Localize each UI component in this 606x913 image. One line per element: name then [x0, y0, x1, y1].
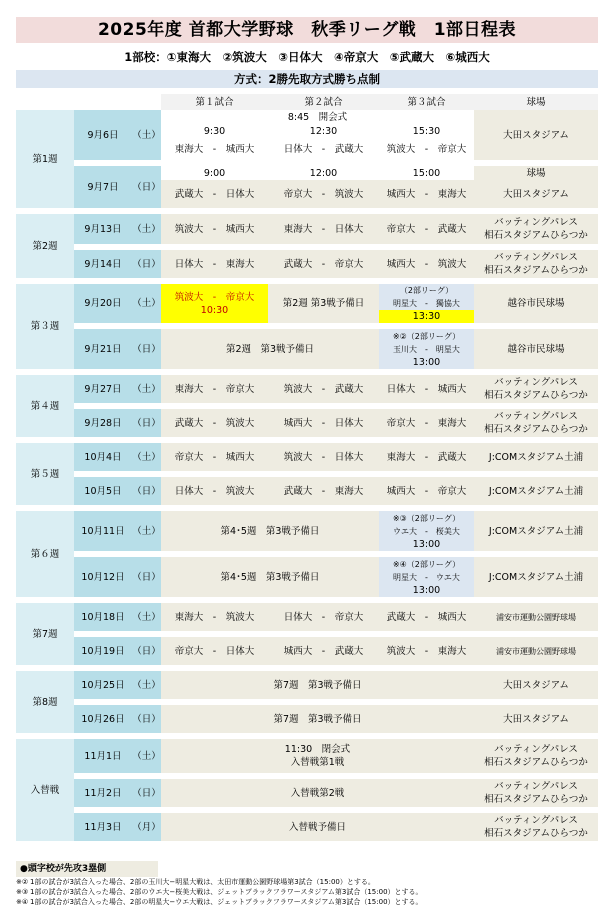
schedule-table [16, 94, 598, 841]
venue-cell: 浦安市運動公園野球場 [474, 603, 598, 631]
venue-cell: バッティングパレス 相石スタジアムひらつか [474, 739, 598, 773]
table-row [16, 603, 598, 631]
game-cell: 筑波大 - 帝京大 10:30 [161, 284, 268, 323]
date-cell: 9月14日 [74, 250, 132, 278]
weekday-cell: （土） [132, 110, 161, 160]
table-row [16, 813, 598, 841]
game-cell: 東海大 - 武蔵大 [379, 443, 474, 471]
date-cell: 10月11日 [74, 511, 132, 551]
weekday-cell: （日） [132, 329, 161, 369]
date-cell: 10月19日 [74, 637, 132, 665]
date-cell: 11月2日 [74, 779, 132, 807]
game-cell: 城西大 - 東海大 [379, 180, 474, 208]
footnote-3: ※③ 1部の試合が3試合入った場合、2部のウエ大−桜美大戦は、ジェットブラックフラワースタジアム第3試合（15:00）とする。 [16, 888, 423, 896]
date-cell: 9月7日 [74, 166, 132, 208]
date-cell: 11月3日 [74, 813, 132, 841]
date-cell: 10月26日 [74, 705, 132, 733]
game-cell: 筑波大 - 東海大 [379, 637, 474, 665]
game-cell: 武蔵大 - 日体大 [161, 180, 268, 208]
game-cell: 武蔵大 - 城西大 [379, 603, 474, 631]
weekday-cell: （土） [132, 375, 161, 403]
week-label: 第1週 [16, 110, 74, 208]
time-cell: 9:30 [161, 124, 268, 138]
date-cell: 9月28日 [74, 409, 132, 437]
school-list: 1部校：①東海大 ②筑波大 ③日体大 ④帝京大 ⑤武蔵大 ⑥城西大 [124, 50, 490, 64]
game-cell: 日体大 - 筑波大 [161, 477, 268, 505]
game-cell: 帝京大 - 東海大 [379, 409, 474, 437]
game-cell: 日体大 - 城西大 [379, 375, 474, 403]
table-row [16, 637, 598, 665]
weekday-cell: （土） [132, 443, 161, 471]
venue-cell: 大田スタジアム [474, 180, 598, 208]
game-cell: 帝京大 - 城西大 [161, 443, 268, 471]
venue-cell: バッティングパレス 相石スタジアムひらつか [474, 250, 598, 278]
header-game1: 第１試合 [161, 94, 268, 110]
game-cell: 東海大 - 城西大 [161, 138, 268, 160]
weekday-cell: （日） [132, 557, 161, 597]
time-cell: 15:30 [379, 124, 474, 138]
date-cell: 11月1日 [74, 739, 132, 773]
game-cell: 第4･5週 第3戦予備日 [161, 557, 379, 597]
date-cell: 10月4日 [74, 443, 132, 471]
table-row [16, 477, 598, 505]
week-label: 第2週 [16, 214, 74, 278]
game-cell: 東海大 - 筑波大 [161, 603, 268, 631]
game-cell: 11:30 閉会式 入替戦第1戦 [161, 739, 474, 773]
date-cell: 9月6日 [74, 110, 132, 160]
table-row [16, 284, 598, 323]
game-cell: 武蔵大 - 東海大 [268, 477, 379, 505]
venue-cell: 大田スタジアム [474, 671, 598, 699]
week-label: 第５週 [16, 443, 74, 505]
game-cell: 東海大 - 帝京大 [161, 375, 268, 403]
header-venue: 球場 [474, 94, 598, 110]
date-cell: 10月12日 [74, 557, 132, 597]
date-cell: 10月18日 [74, 603, 132, 631]
game-cell: 第4･5週 第3戦予備日 [161, 511, 379, 551]
date-cell: 9月13日 [74, 214, 132, 244]
table-row [16, 671, 598, 699]
venue-cell: J:COMスタジアム土浦 [474, 477, 598, 505]
weekday-cell: （日） [132, 250, 161, 278]
game-cell: 筑波大 - 城西大 [161, 214, 268, 244]
game-cell: 東海大 - 日体大 [268, 214, 379, 244]
game-cell: 入替戦第2戦 [161, 779, 474, 807]
weekday-cell: （日） [132, 705, 161, 733]
table-row [16, 110, 598, 124]
venue-cell: 大田スタジアム [474, 110, 598, 160]
venue-cell: バッティングパレス 相石スタジアムひらつか [474, 813, 598, 841]
week-label: 第４週 [16, 375, 74, 437]
weekday-cell: （月） [132, 813, 161, 841]
week-label: 入替戦 [16, 739, 74, 841]
date-cell: 10月5日 [74, 477, 132, 505]
venue-cell: 浦安市運動公園野球場 [474, 637, 598, 665]
game-cell: 武蔵大 - 帝京大 [268, 250, 379, 278]
date-cell: 10月25日 [74, 671, 132, 699]
venue-cell: バッティングパレス 相石スタジアムひらつか [474, 779, 598, 807]
weekday-cell: （日） [132, 477, 161, 505]
game-cell: 日体大 - 東海大 [161, 250, 268, 278]
game-cell: ※③（2部リーグ） ウエ大 - 桜美大 13:00 [379, 511, 474, 551]
weekday-cell: （土） [132, 671, 161, 699]
table-row [16, 250, 598, 278]
weekday-cell: （日） [132, 166, 161, 208]
game-cell: 入替戦予備日 [161, 813, 474, 841]
footnotes [16, 856, 598, 907]
week-label: 第６週 [16, 511, 74, 597]
game-cell: 城西大 - 武蔵大 [268, 637, 379, 665]
format-method: 方式：2勝先取方式勝ち点制 [16, 70, 598, 88]
weekday-cell: （土） [132, 739, 161, 773]
venue-header: 球場 [474, 166, 598, 180]
table-row [16, 511, 598, 551]
table-row [16, 375, 598, 403]
table-row [16, 443, 598, 471]
weekday-cell: （土） [132, 214, 161, 244]
game-cell: 城西大 - 日体大 [268, 409, 379, 437]
notes-header: ●頭字校が先攻3塁側 [16, 861, 158, 877]
venue-cell: バッティングパレス 相石スタジアムひらつか [474, 409, 598, 437]
table-row [16, 409, 598, 437]
table-row [16, 779, 598, 807]
table-row [16, 166, 598, 180]
weekday-cell: （日） [132, 779, 161, 807]
time-cell: 12:30 [268, 124, 379, 138]
date-cell: 9月27日 [74, 375, 132, 403]
game-cell: 筑波大 - 帝京大 [379, 138, 474, 160]
game-cell: 筑波大 - 武蔵大 [268, 375, 379, 403]
week-label: 第7週 [16, 603, 74, 665]
game-cell: ※④（2部リーグ） 明星大 - ウエ大 13:00 [379, 557, 474, 597]
game-cell: 帝京大 - 武蔵大 [379, 214, 474, 244]
game-cell: 日体大 - 帝京大 [268, 603, 379, 631]
date-cell: 9月20日 [74, 284, 132, 323]
weekday-cell: （土） [132, 603, 161, 631]
game-cell: 筑波大 - 日体大 [268, 443, 379, 471]
table-row [16, 557, 598, 597]
week-label: 第３週 [16, 284, 74, 369]
game-cell: 帝京大 - 日体大 [161, 637, 268, 665]
page-title: 2025年度 首都大学野球 秋季リーグ戦 1部日程表 [16, 17, 598, 43]
weekday-cell: （土） [132, 284, 161, 323]
table-row [16, 214, 598, 244]
weekday-cell: （土） [132, 511, 161, 551]
venue-cell: バッティングパレス 相石スタジアムひらつか [474, 375, 598, 403]
game-cell: 帝京大 - 筑波大 [268, 180, 379, 208]
table-row [16, 329, 598, 369]
venue-cell: 大田スタジアム [474, 705, 598, 733]
venue-cell: J:COMスタジアム土浦 [474, 511, 598, 551]
weekday-cell: （日） [132, 637, 161, 665]
date-cell: 9月21日 [74, 329, 132, 369]
table-row [16, 739, 598, 773]
week-label: 第8週 [16, 671, 74, 733]
table-header [16, 94, 598, 110]
footnote-4: ※④ 1部の試合が3試合入った場合、2部の明星大−ウエ大戦は、ジェットブラックフラワースタジアム第3試合（15:00）とする。 [16, 898, 423, 906]
venue-cell: 越谷市民球場 [474, 284, 598, 323]
game-cell: 第7週 第3戦予備日 [161, 671, 474, 699]
header-game3: 第３試合 [379, 94, 474, 110]
time-cell: 15:00 [379, 166, 474, 180]
game-cell: 武蔵大 - 筑波大 [161, 409, 268, 437]
venue-cell: J:COMスタジアム土浦 [474, 443, 598, 471]
venue-cell: バッティングパレス 相石スタジアムひらつか [474, 214, 598, 244]
game-cell: （2部リーグ） 明星大 - 獨協大 13:30 [379, 284, 474, 323]
game-cell: 第7週 第3戦予備日 [161, 705, 474, 733]
weekday-cell: （日） [132, 409, 161, 437]
venue-cell: J:COMスタジアム土浦 [474, 557, 598, 597]
footnote-2: ※② 1部の試合が3試合入った場合、2部の玉川大−明星大戦は、太田市運動公園野球場第3試合（15:00）とする。 [16, 878, 375, 886]
game-cell: 城西大 - 筑波大 [379, 250, 474, 278]
opening-ceremony: 8:45 開会式 [161, 110, 474, 124]
game-cell: ※②（2部リーグ） 玉川大 - 明星大 13:00 [379, 329, 474, 369]
game-cell: 城西大 - 帝京大 [379, 477, 474, 505]
time-cell: 9:00 [161, 166, 268, 180]
game-cell: 第2週 第3戦予備日 [161, 329, 379, 369]
time-cell: 12:00 [268, 166, 379, 180]
header-game2: 第２試合 [268, 94, 379, 110]
game-cell: 第2週 第3戦予備日 [268, 284, 379, 323]
table-row [16, 705, 598, 733]
venue-cell: 越谷市民球場 [474, 329, 598, 369]
game-cell: 日体大 - 武蔵大 [268, 138, 379, 160]
